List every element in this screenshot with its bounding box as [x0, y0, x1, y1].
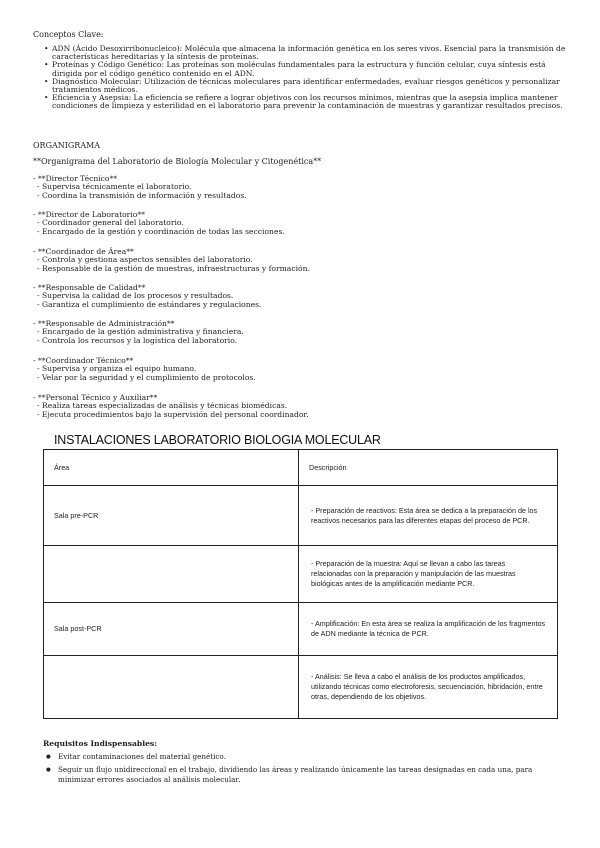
role-task: - Coordinador general del laboratorio.: [37, 218, 184, 228]
list-item: • Diagnóstico Molecular: Utilización de técnicas moleculares para identificar enfermedades, evaluar riesgos genéticos y personalizar tratamientos médicos.: [44, 78, 574, 94]
role-task: - Ejecuta procedimientos bajo la supervisión del personal coordinador.: [37, 409, 309, 419]
requirements-heading: Requisitos Indispensables:: [43, 739, 158, 748]
role-task: - Encargado de la gestión administrativa y financiera.: [37, 327, 244, 337]
role-task: - Controla los recursos y la logística del laboratorio.: [37, 335, 238, 345]
org-title: **Organigrama del Laboratorio de Biología Molecular y Citogenética**: [33, 157, 322, 166]
list-item: • Eficiencia y Asepsia: La eficiencia se refiere a lograr objetivos con los recursos mínimos, mientras que la asepsia implica mantener condiciones de limpieza y esterilidad en el laboratorio para prevenir la contaminación de muestras y garantizar resultados precisos.: [44, 94, 574, 110]
role-title: - **Responsable de Calidad**: [33, 283, 146, 292]
area-cell: Sala pre-PCR: [44, 486, 299, 546]
area-cell: [44, 546, 299, 603]
table-row: [44, 546, 558, 603]
list-item: ● Seguir un flujo unidireccional en el trabajo, dividiendo las áreas y realizando únicamente las tareas designadas en cada una, para minimizar errores asociados al análisis molecular.: [46, 765, 561, 786]
role-task: - Garantiza el cumplimiento de estándares y regulaciones.: [37, 299, 262, 309]
installations-title: INSTALACIONES LABORATORIO BIOLOGIA MOLECULAR: [54, 433, 381, 447]
role-block-director-tecnico: [33, 175, 247, 200]
table-row: [44, 486, 558, 546]
area-cell: Sala post-PCR: [44, 603, 299, 656]
org-label: ORGANIGRAMA: [33, 141, 101, 150]
description-cell: - Análisis: Se lleva a cabo el análisis de los productos amplificados, utilizando técnicas como electroforesis, secuenciación, hibridación, entre otras, dependiendo de los objetivos.: [299, 656, 558, 719]
role-task: - Encargado de la gestión y coordinación de todas las secciones.: [37, 226, 285, 236]
column-header-description: Descripción: [299, 450, 558, 486]
role-block-director-laboratorio: [33, 211, 285, 236]
role-block-responsable-calidad: [33, 284, 261, 309]
role-task: - Supervisa la calidad de los procesos y resultados.: [37, 291, 234, 301]
column-header-area: Área: [44, 450, 299, 486]
role-title: - **Responsable de Administración**: [33, 319, 175, 328]
role-task: - Velar por la seguridad y el cumplimiento de protocolos.: [37, 372, 256, 382]
role-task: - Coordina la transmisión de información y resultados.: [37, 190, 247, 200]
role-title: - **Director de Laboratorio**: [33, 210, 145, 219]
role-task: - Supervisa técnicamente el laboratorio.: [37, 182, 192, 192]
role-block-coordinador-area: [33, 248, 310, 273]
concepts-list: [44, 45, 574, 111]
list-item: ● Evitar contaminaciones del material genético.: [46, 752, 561, 763]
role-title: - **Director Técnico**: [33, 174, 118, 183]
role-title: - **Coordinador Técnico**: [33, 356, 134, 365]
role-title: - **Coordinador de Área**: [33, 247, 134, 256]
role-task: - Realiza tareas especializadas de análisis y técnicas biomédicas.: [37, 401, 288, 411]
table-row: [44, 603, 558, 656]
list-item: • ADN (Ácido Desoxirribonucleico): Molécula que almacena la información genética en los seres vivos. Esencial para la transmisión de características hereditarias y la síntesis de proteínas.: [44, 45, 574, 61]
table-header-row: [44, 450, 558, 486]
concepts-heading: Conceptos Clave:: [33, 30, 104, 39]
table-row: [44, 656, 558, 719]
installations-table: [43, 449, 558, 719]
requirements-list: [46, 752, 561, 788]
description-cell: - Preparación de reactivos: Esta área se dedica a la preparación de los reactivos necesarios para las diferentes etapas del proceso de PCR.: [299, 486, 558, 546]
role-task: - Supervisa y organiza el equipo humano.: [37, 364, 197, 374]
role-title: - **Personal Técnico y Auxiliar**: [33, 393, 158, 402]
list-item: • Proteínas y Código Genético: Las proteínas son moléculas fundamentales para la estructura y función celular, cuya síntesis está dirigida por el código genético contenido en el ADN.: [44, 61, 574, 77]
role-task: - Controla y gestiona aspectos sensibles del laboratorio.: [37, 255, 253, 265]
description-cell: - Preparación de la muestra: Aquí se llevan a cabo las tareas relacionadas con la preparación y manipulación de las muestras biológicas antes de la amplificación mediante PCR.: [299, 546, 558, 603]
role-block-responsable-administracion: [33, 320, 244, 345]
role-task: - Responsable de la gestión de muestras, infraestructuras y formación.: [37, 263, 310, 273]
role-block-coordinador-tecnico: [33, 357, 256, 382]
area-cell: [44, 656, 299, 719]
role-block-personal-tecnico: [33, 394, 309, 419]
description-cell: - Amplificación: En esta área se realiza la amplificación de los fragmentos de ADN mediante la técnica de PCR.: [299, 603, 558, 656]
